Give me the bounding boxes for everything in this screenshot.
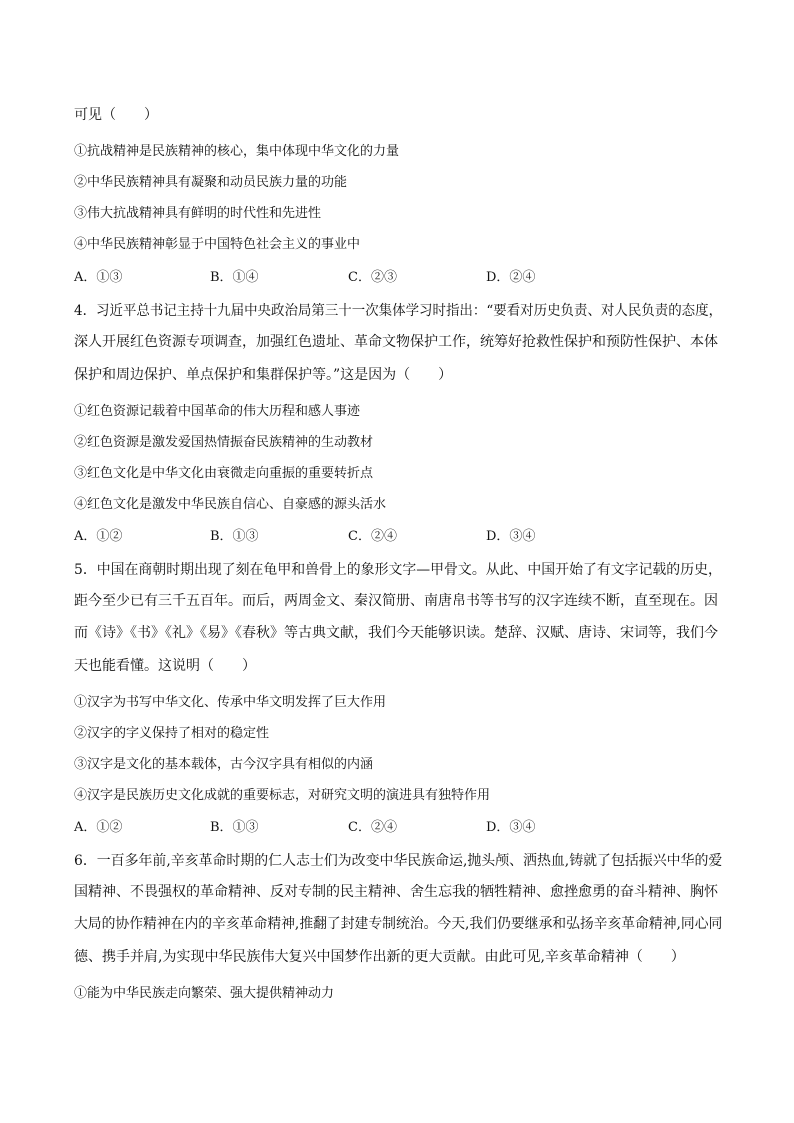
q5-stem-line-2: 距今至少已有三千五百年。而后，两周金文、秦汉简册、南唐帛书等书写的汉字连续不断，直至现在。因 <box>74 593 718 609</box>
q5-stem-line-4: 天也能看懂。这说明（ ） <box>74 658 256 674</box>
q5-statement-1: ①汉字为书写中华文化、传承中华文明发挥了巨大作用 <box>74 695 387 710</box>
q4-statement-3: ③红色文化是中华文化由衰微走向重振的重要转折点 <box>74 466 374 481</box>
q4-statement-1: ①红色资源记载着中国革命的伟大历程和感人事迹 <box>74 404 361 419</box>
question-3-tail: 可见（ ） <box>74 107 158 123</box>
q3-statement-4: ④中华民族精神彰显于中国特色社会主义的事业中 <box>74 237 361 252</box>
q4-statement-2: ②红色资源是激发爱国热情振奋民族精神的生动教材 <box>74 435 374 450</box>
q3-option-d[interactable]: D．②④ <box>486 270 536 285</box>
q6-stem-line-3: 大局的协作精神在内的辛亥革命精神,推翻了封建专制统治。今天,我们仍要继承和弘扬辛亥革命精神,同心同 <box>74 916 723 932</box>
q3-option-a[interactable]: A．①③ <box>74 270 123 285</box>
q6-stem-line-1: 6．一百多年前,辛亥革命时期的仁人志士们为改变中华民族命运,抛头颅、洒热血,铸就了包括振兴中华的爱 <box>74 853 723 869</box>
q5-option-d[interactable]: D．③④ <box>486 820 536 835</box>
q5-option-a[interactable]: A．①② <box>74 820 123 835</box>
q4-option-a[interactable]: A．①② <box>74 529 123 544</box>
q3-option-c[interactable]: C．②③ <box>348 270 397 285</box>
q5-statement-4: ④汉字是民族历史文化成就的重要标志，对研究文明的演进具有独特作用 <box>74 788 491 803</box>
q4-stem-line-3: 保护和周边保护、单点保护和集群保护等。”这是因为（ ） <box>74 367 453 383</box>
q4-statement-4: ④红色文化是激发中华民族自信心、自豪感的源头活水 <box>74 497 387 512</box>
q6-stem-line-2: 国精神、不畏强权的革命精神、反对专制的民主精神、舍生忘我的牺牲精神、愈挫愈勇的奋斗精神、胸怀 <box>74 884 718 900</box>
q4-option-b[interactable]: B．①③ <box>210 529 259 544</box>
q5-statement-2: ②汉字的字义保持了相对的稳定性 <box>74 726 270 741</box>
q4-stem-line-1: 4．习近平总书记主持十九届中央政治局第三十一次集体学习时指出：“要看对历史负责、对人民负责的态度， <box>74 303 723 319</box>
q5-option-c[interactable]: C．②④ <box>348 820 397 835</box>
q3-statement-2: ②中华民族精神具有凝聚和动员民族力量的功能 <box>74 175 348 190</box>
q6-stem-line-4: 德、携手并肩,为实现中华民族伟大复兴中国梦作出新的更大贡献。由此可见,辛亥革命精神（ ） <box>74 949 685 965</box>
q3-statement-3: ③伟大抗战精神具有鲜明的时代性和先进性 <box>74 206 322 221</box>
q5-option-b[interactable]: B．①③ <box>210 820 259 835</box>
q4-stem-line-2: 深人开展红色资源专项调查，加强红色遗址、革命文物保护工作，统筹好抢救性保护和预防性保护、本体 <box>74 334 718 350</box>
q5-stem-line-3: 而《诗》《书》《礼》《易》《春秋》等古典文献，我们今天能够识读。楚辞、汉赋、唐诗、宋词等，我们今 <box>74 625 718 641</box>
q5-statement-3: ③汉字是文化的基本载体，古今汉字具有相似的内涵 <box>74 757 374 772</box>
q3-option-b[interactable]: B．①④ <box>210 270 259 285</box>
q5-stem-line-1: 5．中国在商朝时期出现了刻在龟甲和兽骨上的象形文字—甲骨文。从此、中国开始了有文字记载的历史， <box>74 562 722 578</box>
q6-statement-1: ①能为中华民族走向繁荣、强大提供精神动力 <box>74 986 335 1001</box>
q3-statement-1: ①抗战精神是民族精神的核心，集中体现中华文化的力量 <box>74 144 400 159</box>
q4-option-d[interactable]: D．③④ <box>486 529 536 544</box>
q4-option-c[interactable]: C．②④ <box>348 529 397 544</box>
